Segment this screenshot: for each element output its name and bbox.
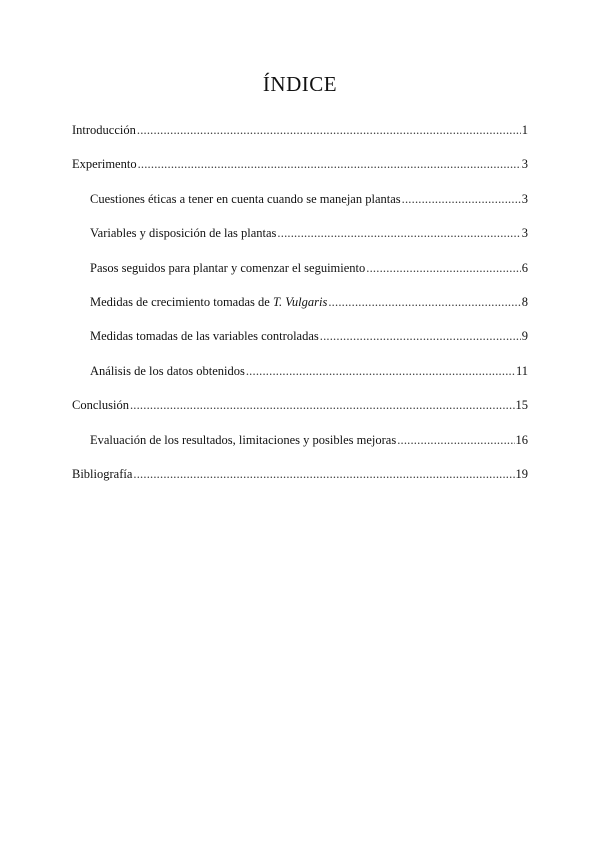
toc-entry-label: Experimento: [72, 157, 137, 172]
toc-page-number: 1: [521, 123, 528, 137]
toc-entry-cuestiones-eticas[interactable]: [72, 189, 528, 223]
toc-entry-label: Evaluación de los resultados, limitaciones y posibles mejoras: [90, 432, 397, 447]
toc-page-number: 6: [521, 260, 528, 275]
toc-entry-pasos-seguidos[interactable]: [72, 258, 528, 292]
toc-entry-label-species: T. Vulgaris: [272, 294, 328, 309]
toc-entry-label: Medidas tomadas de las variables controladas: [90, 329, 319, 344]
toc-entry-label: Bibliografía: [72, 466, 133, 481]
toc-dot-leader: [328, 292, 520, 312]
toc-entry-label: Pasos seguidos para plantar y comenzar el seguimiento: [90, 260, 366, 275]
toc-page-number: 19: [515, 466, 528, 481]
toc-dot-leader: [138, 154, 521, 174]
toc-dot-leader: [130, 395, 515, 415]
toc-entry-experimento[interactable]: [72, 154, 528, 188]
toc-entry-evaluacion[interactable]: [72, 430, 528, 464]
toc-entry-bibliografia[interactable]: [72, 464, 528, 498]
toc-dot-leader: [320, 326, 521, 346]
toc-entry-label: Conclusión: [72, 398, 129, 413]
toc-dot-leader: [246, 361, 515, 381]
toc-entry-conclusion[interactable]: [72, 395, 528, 429]
toc-entry-introduccion[interactable]: [72, 120, 528, 154]
toc-entry-analisis[interactable]: [72, 361, 528, 395]
toc-page-number: 3: [521, 191, 528, 206]
toc-entry-label: Análisis de los datos obtenidos: [90, 363, 245, 378]
page-title: ÍNDICE: [262, 72, 338, 96]
toc-entry-medidas-crecimiento[interactable]: [72, 292, 528, 326]
toc-page-number: 11: [515, 363, 528, 378]
toc-dot-leader: [133, 464, 514, 484]
toc-dot-leader: [366, 258, 520, 278]
toc-dot-leader: [402, 189, 521, 209]
toc-page-number: 16: [515, 432, 528, 447]
toc-entry-label: Introducción: [72, 123, 136, 137]
toc-entry-label: [90, 292, 327, 312]
table-of-contents: [72, 120, 528, 498]
toc-page-number: 9: [521, 329, 528, 344]
toc-entry-label: Variables y disposición de las plantas: [90, 226, 277, 241]
toc-page-number: 3: [521, 226, 528, 241]
toc-entry-label-text: Medidas de crecimiento tomadas de: [90, 294, 273, 309]
toc-dot-leader: [397, 430, 514, 450]
toc-page-number: 15: [515, 398, 528, 413]
toc-entry-medidas-variables[interactable]: [72, 326, 528, 360]
toc-page-number: 3: [521, 157, 528, 172]
toc-entry-label: Cuestiones éticas a tener en cuenta cuando se manejan plantas: [90, 191, 401, 206]
toc-dot-leader: [137, 120, 521, 140]
toc-dot-leader: [277, 223, 520, 243]
toc-page-number: 8: [521, 294, 528, 309]
toc-entry-variables[interactable]: [72, 223, 528, 257]
